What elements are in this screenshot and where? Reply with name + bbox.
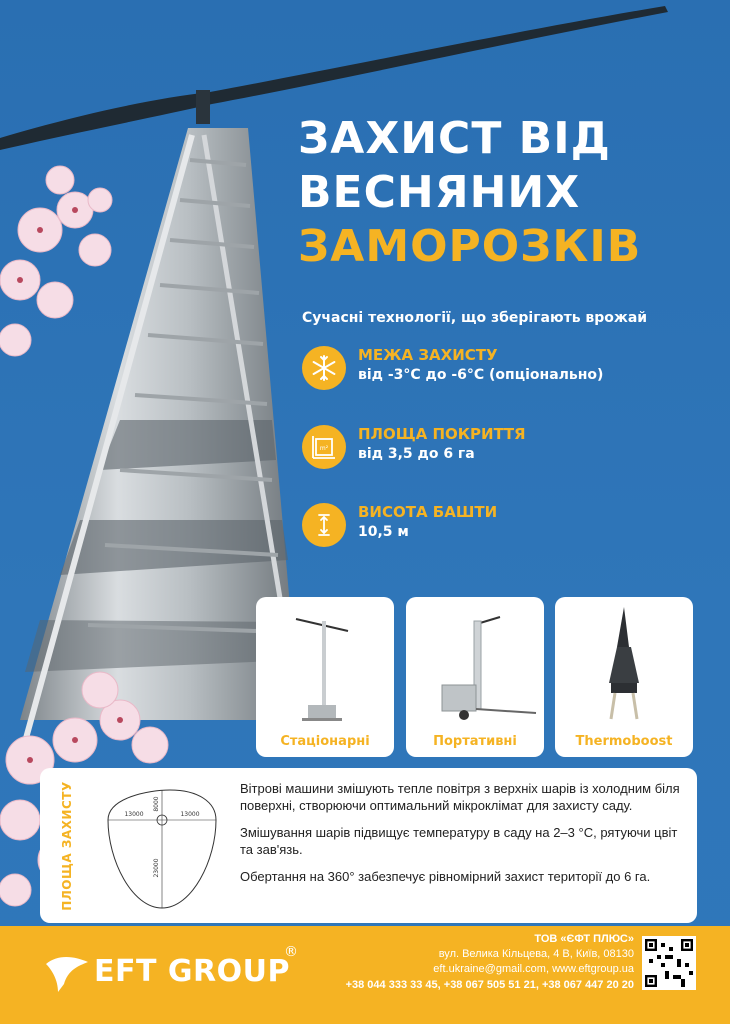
- thermoboost-image: [555, 597, 693, 727]
- phones[interactable]: +38 044 333 33 45, +38 067 505 51 21, +38 067 447 20 20: [345, 979, 634, 991]
- spec-title: МЕЖА ЗАХИСТУ: [358, 346, 498, 364]
- product-card-stationary[interactable]: [256, 597, 394, 757]
- product-label: Thermoboost: [575, 734, 673, 749]
- svg-text:m²: m²: [319, 445, 329, 452]
- stationary-tower-image: [256, 597, 394, 727]
- spec-value: від -3°С до -6°С (опціонально): [358, 367, 604, 383]
- headline-line-1: ЗАХИСТ ВІД: [298, 113, 611, 164]
- area-icon: [302, 425, 346, 469]
- diagram-dim-top: 8000: [153, 796, 160, 812]
- headline-line-3: ЗАМОРОЗКІВ: [298, 221, 642, 272]
- spec-value: 10,5 м: [358, 524, 409, 540]
- address: вул. Велика Кільцева, 4 В, Київ, 08130: [438, 948, 634, 960]
- info-panel: [40, 768, 697, 923]
- registered-mark: ®: [284, 944, 298, 960]
- spec-value: від 3,5 до 6 га: [358, 446, 475, 462]
- info-paragraph-2: Змішування шарів підвищує температуру в саду на 2–3 °С, рятуючи цвіт та зав'язь.: [240, 825, 678, 857]
- spec-coverage-area: [302, 425, 702, 477]
- spec-title: ПЛОЩА ПОКРИТТЯ: [358, 425, 526, 443]
- headline-line-2: ВЕСНЯНИХ: [298, 167, 581, 218]
- diagram-dim-length: 23000: [153, 858, 160, 878]
- headline: [298, 112, 718, 274]
- leaf-logo-icon: [44, 954, 94, 994]
- product-label: Стаціонарні: [280, 734, 370, 749]
- spec-title: ВИСОТА БАШТИ: [358, 503, 498, 521]
- eft-group-logo[interactable]: [44, 944, 304, 1004]
- protection-area-diagram: [88, 776, 238, 916]
- diagram-dim-left: 13000: [124, 811, 144, 818]
- protection-area-label: ПЛОЩА ЗАХИСТУ: [60, 781, 74, 911]
- email-website[interactable]: eft.ukraine@gmail.com, www.eftgroup.ua: [433, 963, 634, 975]
- info-paragraph-1: Вітрові машини змішують тепле повітря з верхніх шарів із холодним біля поверхні, створюючи оптимальний мікроклімат для захисту саду.: [240, 781, 680, 813]
- portable-tower-image: [406, 597, 544, 727]
- spec-tower-height: [302, 503, 702, 555]
- footer: [0, 926, 730, 1024]
- snowflake-icon: [302, 346, 346, 390]
- contacts: [346, 932, 634, 994]
- diagram-dim-right: 13000: [180, 811, 200, 818]
- product-card-thermoboost[interactable]: [555, 597, 693, 757]
- info-text: [240, 780, 690, 895]
- info-paragraph-3: Обертання на 360° забезпечує рівномірний захист території до 6 га.: [240, 869, 651, 884]
- subtitle: Сучасні технології, що зберігають врожай: [302, 310, 648, 326]
- spec-protection-limit: [302, 346, 702, 398]
- qr-code-icon[interactable]: [642, 936, 696, 990]
- logo-text: EFT GROUP: [94, 954, 290, 989]
- company-name: ТОВ «ЄФТ ПЛЮС»: [534, 933, 634, 945]
- height-icon: [302, 503, 346, 547]
- product-card-portable[interactable]: [406, 597, 544, 757]
- product-label: Портативні: [433, 734, 517, 749]
